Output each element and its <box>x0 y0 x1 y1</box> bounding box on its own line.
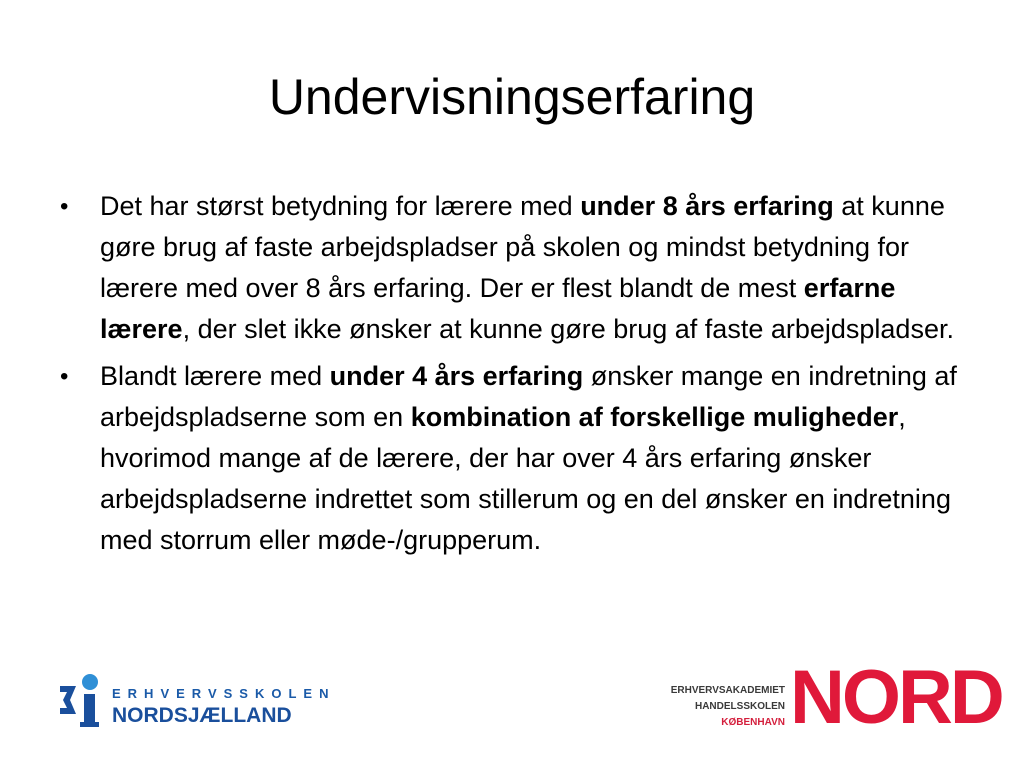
text-segment: at kunne gøre brug af faste arbejdspladser på skolen og mindst betydning for lærere med over 8 års erfaring. Der er flest blandt de mest <box>100 191 945 303</box>
text-segment-bold: under 4 års erfaring <box>329 361 584 391</box>
logo-right-line3: KØBENHAVN <box>721 717 785 728</box>
bullet-text <box>100 191 954 344</box>
text-segment: , der slet ikke ønsker at kunne gøre brug af faste arbejdspladser. <box>182 314 954 344</box>
bullet-icon: • <box>60 193 69 220</box>
text-segment-bold: kombination af forskellige muligheder <box>410 402 899 432</box>
text-segment: ønsker mange en indretning af arbejdspladserne som en <box>100 361 957 432</box>
logo-right-brand: NORD <box>790 655 1002 740</box>
bullet-item <box>58 356 978 561</box>
text-segment: Det har størst betydning for lærere med <box>100 191 581 221</box>
text-segment: , hvorimod mange af de lærere, der har over 4 års erfaring ønsker arbejdspladserne indrettet som stillerum og en del ønsker en indretning med storrum eller møde-/grupperum. <box>100 402 951 555</box>
bullet-item <box>58 186 978 350</box>
logo-right-line1: ERHVERVSAKADEMIET <box>670 685 785 696</box>
erhvervsskolen-logo <box>58 670 348 730</box>
erhvervsakademiet-nord-logo <box>640 655 1002 740</box>
erhvervsskolen-mark-icon <box>58 672 102 728</box>
text-segment: Blandt lærere med <box>100 361 330 391</box>
logo-left-line1: ERHVERVSSKOLEN <box>112 686 336 701</box>
logo-right-sublines <box>671 683 785 731</box>
text-segment-bold: erfarne lærere <box>100 273 896 344</box>
bullet-text <box>100 361 957 555</box>
bullet-icon: • <box>60 363 69 390</box>
bullet-list <box>58 186 978 567</box>
slide-title: Undervisningserfaring <box>268 69 756 125</box>
logo-right-line2: HANDELSSKOLEN <box>694 701 785 712</box>
text-segment-bold: under 8 års erfaring <box>580 191 834 221</box>
logo-left-line2: NORDSJÆLLAND <box>112 704 292 727</box>
